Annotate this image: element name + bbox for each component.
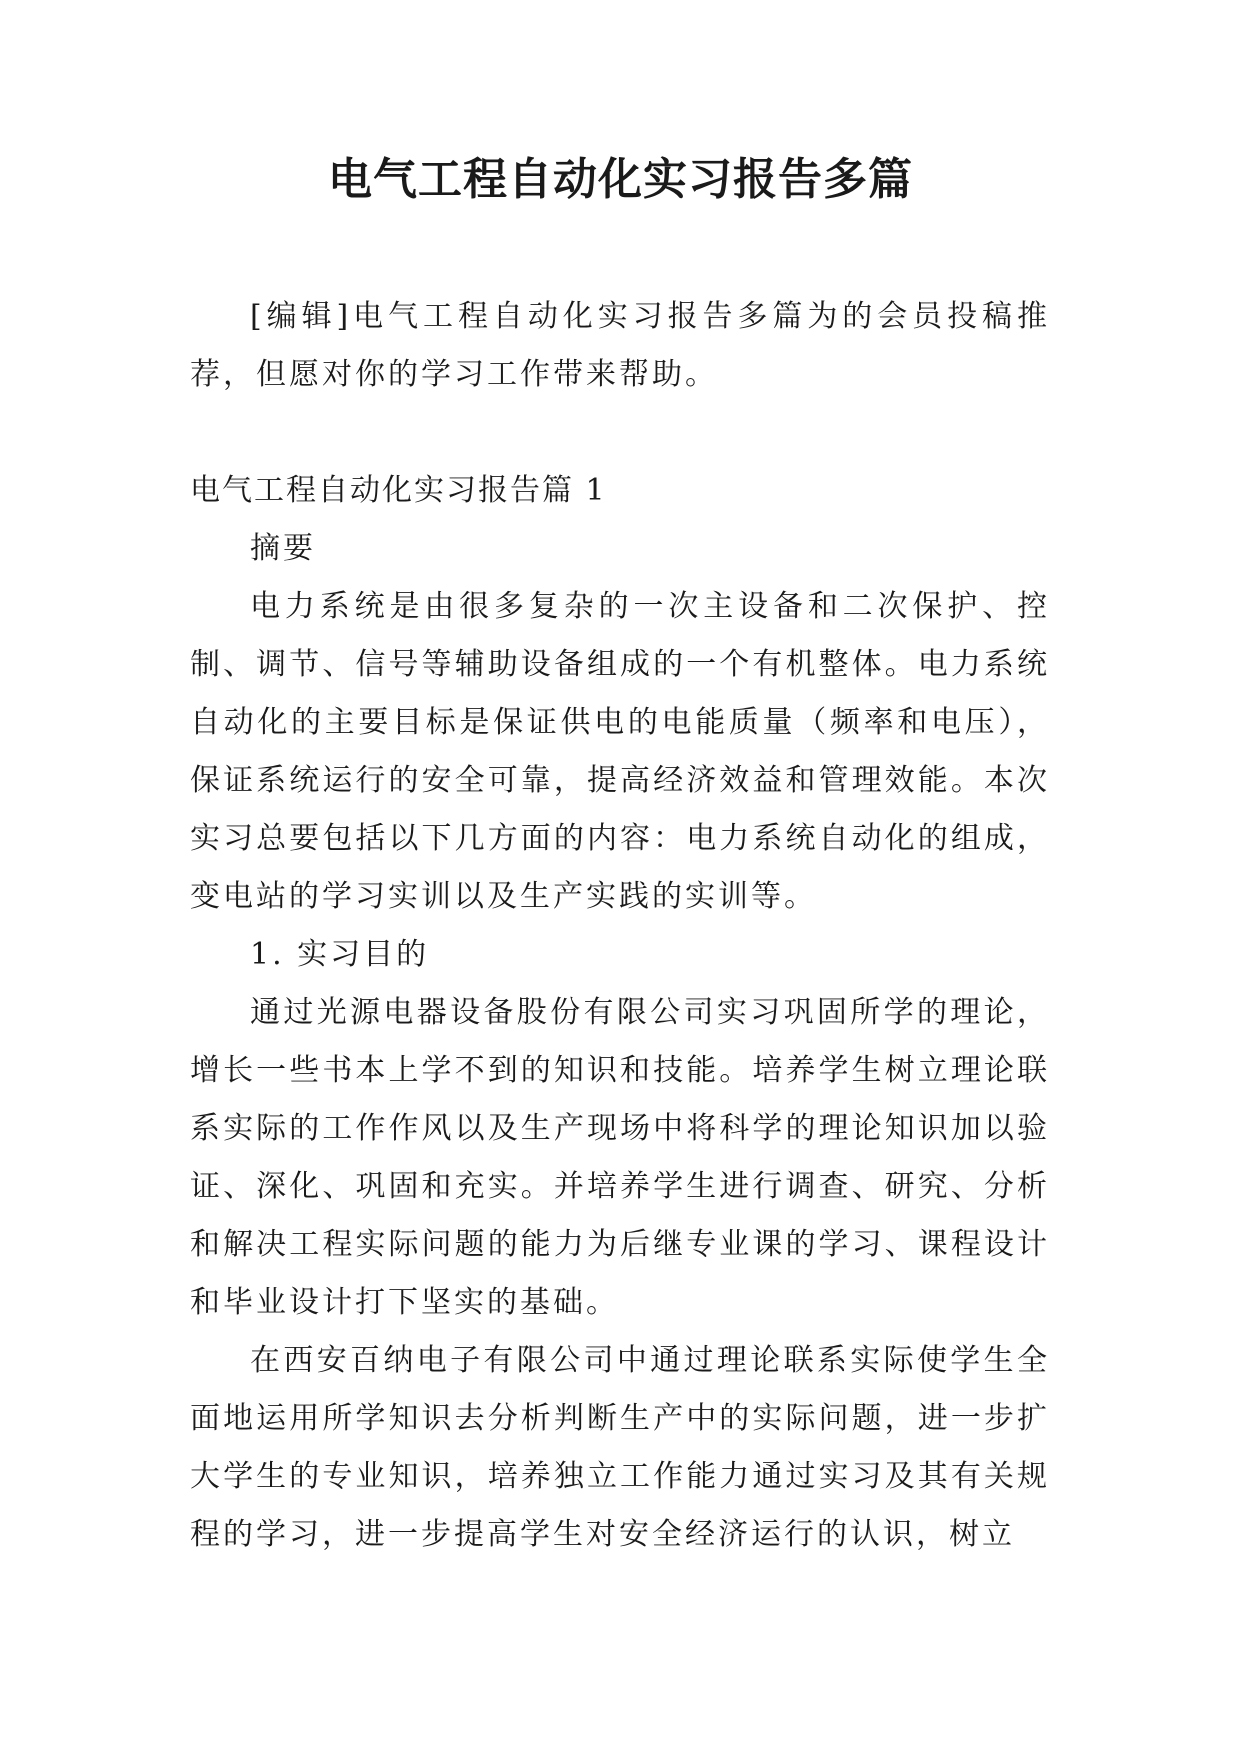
practice-paragraph: 在西安百纳电子有限公司中通过理论联系实际使学生全面地运用所学知识去分析判断生产中的实际问题，进一步扩大学生的专业知识，培养独立工作能力通过实习及其有关规程的学习，进一步提高学生对安全经济运行的认识，树立 bbox=[190, 1343, 1050, 1552]
intro-block bbox=[190, 288, 1050, 404]
purpose-paragraph: 通过光源电器设备股份有限公司实习巩固所学的理论，增长一些书本上学不到的知识和技能。培养学生树立理论联系实际的工作作风以及生产现场中将科学的理论知识加以验证、深化、巩固和充实。并培养学生进行调查、研究、分析和解决工程实际问题的能力为后继专业课的学习、课程设计和毕业设计打下坚实的基础。 bbox=[190, 995, 1050, 1320]
section-heading-block bbox=[190, 462, 1050, 520]
abstract-heading: 摘要 bbox=[250, 531, 316, 566]
content-block bbox=[190, 520, 1050, 1564]
intro-paragraph: [编辑]电气工程自动化实习报告多篇为的会员投稿推荐，但愿对你的学习工作带来帮助。 bbox=[190, 299, 1050, 392]
purpose-heading: 1. 实习目的 bbox=[250, 937, 430, 972]
abstract-paragraph: 电力系统是由很多复杂的一次主设备和二次保护、控制、调节、信号等辅助设备组成的一个有机整体。电力系统自动化的主要目标是保证供电的电能质量（频率和电压），保证系统运行的安全可靠，提高经济效益和管理效能。本次实习总要包括以下几方面的内容：电力系统自动化的组成，变电站的学习实训以及生产实践的实训等。 bbox=[190, 589, 1050, 914]
document-title: 电气工程自动化实习报告多篇 bbox=[328, 154, 913, 205]
section-heading: 电气工程自动化实习报告篇 1 bbox=[190, 473, 607, 508]
